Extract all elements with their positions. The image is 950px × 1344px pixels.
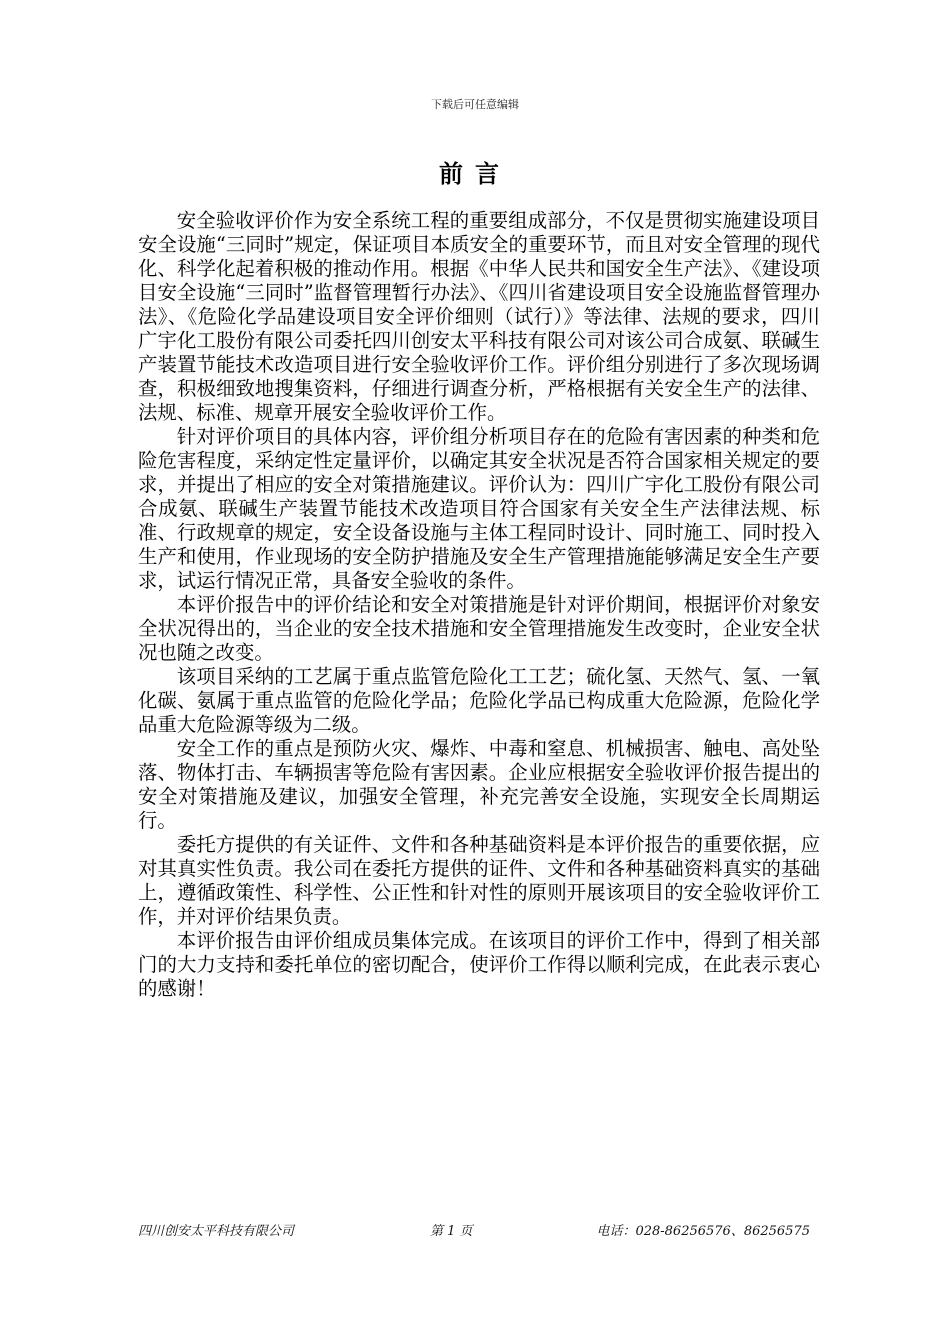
paragraph-5: 安全工作的重点是预防火灾、爆炸、中毒和窒息、机械损害、触电、高处坠落、物体打击、车辆损害等危险有害因素。企业应根据安全验收评价报告提出的安全对策措施及建议，加强安全管理，补充完善安全设施，实现安全长周期运行。 [138,737,820,832]
paragraph-3: 本评价报告中的评价结论和安全对策措施是针对评价期间，根据评价对象安全状况得出的，当企业的安全技术措施和安全管理措施发生改变时，企业安全状况也随之改变。 [138,593,820,664]
paragraph-7: 本评价报告由评价组成员集体完成。在该项目的评价工作中，得到了相关部门的大力支持和委托单位的密切配合，使评价工作得以顺利完成，在此表示衷心的感谢！ [138,929,820,1000]
document-body [138,209,820,1001]
page-footer [138,1222,810,1242]
paragraph-6: 委托方提供的有关证件、文件和各种基础资料是本评价报告的重要依据，应对其真实性负责。我公司在委托方提供的证件、文件和各种基础资料真实的基础上，遵循政策性、科学性、公正性和针对性的原则开展该项目的安全验收评价工作，并对评价结果负责。 [138,833,820,928]
page-title: 前言 [439,159,511,188]
footer-phone: 电话：028-86256576、86256575 [596,1224,810,1239]
footer-company: 四川创安太平科技有限公司 [138,1224,295,1239]
paragraph-1: 安全验收评价作为安全系统工程的重要组成部分，不仅是贯彻实施建设项目安全设施“三同时”规定，保证项目本质安全的重要环节，而且对安全管理的现代化、科学化起着积极的推动作用。根据《中华人民共和国安全生产法》、《建设项目安全设施“三同时”监督管理暂行办法》、《四川省建设项目安全设施监督管理办法》、《危险化学品建设项目安全评价细则（试行）》等法律、法规的要求，四川广宇化工股份有限公司委托四川创安太平科技有限公司对该公司合成氨、联碱生产装置节能技术改造项目进行安全验收评价工作。评价组分别进行了多次现场调查，积极细致地搜集资料，仔细进行调查分析，严格根据有关安全生产的法律、法规、标准、规章开展安全验收评价工作。 [138,209,820,424]
paragraph-2: 针对评价项目的具体内容，评价组分析项目存在的危险有害因素的种类和危险危害程度，采纳定性定量评价，以确定其安全状况是否符合国家相关规定的要求，并提出了相应的安全对策措施建议。评价认为：四川广宇化工股份有限公司合成氨、联碱生产装置节能技术改造项目符合国家有关安全生产法律法规、标准、行政规章的规定，安全设备设施与主体工程同时设计、同时施工、同时投入生产和使用，作业现场的安全防护措施及安全生产管理措施能够满足安全生产要求，试运行情况正常，具备安全验收的条件。 [138,425,820,592]
footer-page-number: 第 1 页 [430,1224,473,1239]
page-header-note: 下载后可任意编辑 [431,98,519,111]
paragraph-4: 该项目采纳的工艺属于重点监管危险化工工艺；硫化氢、天然气、氢、一氧化碳、氨属于重点监管的危险化学品；危险化学品已构成重大危险源，危险化学品重大危险源等级为二级。 [138,665,820,736]
